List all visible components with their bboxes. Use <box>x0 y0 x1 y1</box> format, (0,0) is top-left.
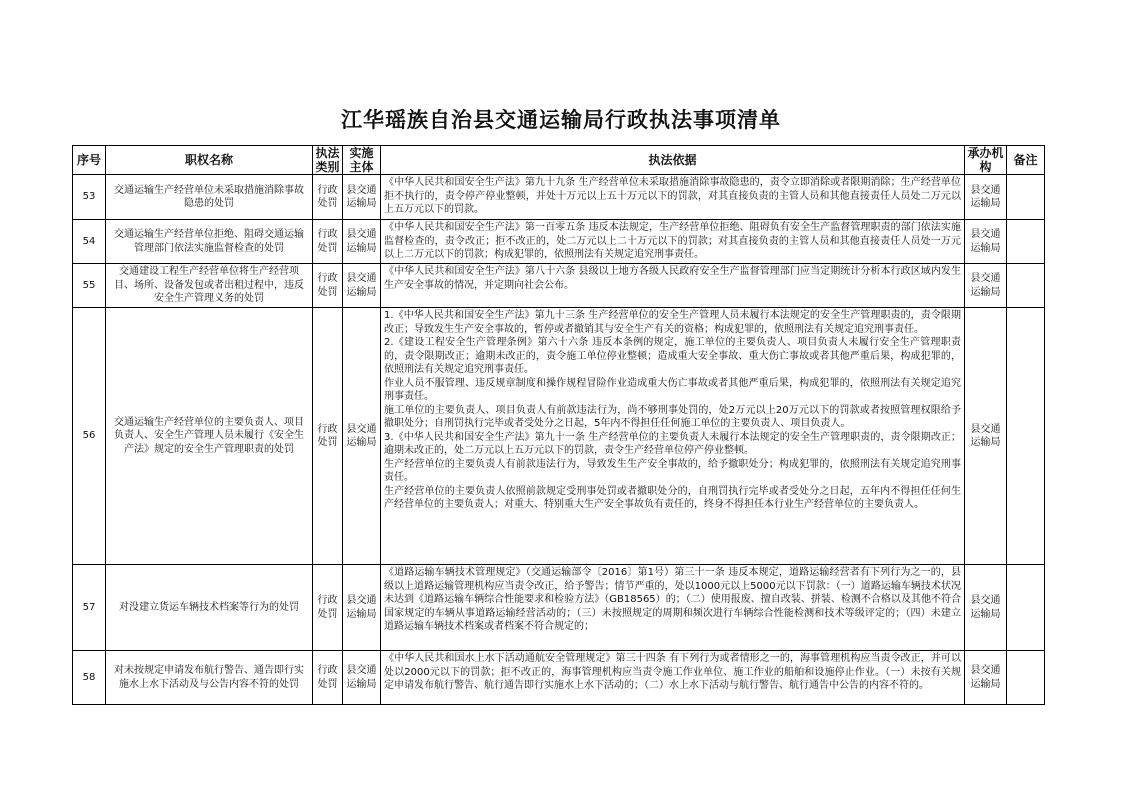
header-remark: 备注 <box>1007 146 1045 175</box>
row-seq: 58 <box>73 651 106 705</box>
row-name: 交通运输生产经营单位拒绝、阻碍交通运输管理部门依法实施监督检查的处罚 <box>106 220 313 264</box>
basis-paragraph: 《中华人民共和国安全生产法》第九十九条 生产经营单位未采取措施消除事故隐患的，责令立即消除或者限期消除；生产经营单位拒不执行的，责令停产停业整顿，并处十万元以上五十万元以下的罚款，对其直接负责的主管人员和其他直接责任人员处二万元以上五万元以下的罚款。 <box>384 177 961 215</box>
basis-text <box>384 652 961 703</box>
row-basis <box>381 220 965 264</box>
basis-text <box>384 221 961 262</box>
header-name: 职权名称 <box>106 146 313 175</box>
basis-paragraph: 《中华人民共和国水上水下活动通航安全管理规定》第三十四条 有下列行为或者情形之一的，海事管理机构应当责令改正，并可以处以2000元以下的罚款；拒不改正的，海事管理机构应当责令施工作业单位、施工作业的船舶和设施停止作业。（一）未按有关规定申请发布航行警告、航行通告即行实施水上水下活动的；（二）水上水下活动与航行警告、航行通告中公告的内容不符的。 <box>384 653 961 691</box>
row-remark <box>1007 175 1045 220</box>
row-seq: 57 <box>73 565 106 651</box>
row-subject: 县交通运输局 <box>343 220 381 264</box>
row-subject: 县交通运输局 <box>343 264 381 308</box>
row-remark <box>1007 308 1045 565</box>
row-name: 对未按规定申请发布航行警告、通告即行实施水上水下活动及与公告内容不符的处罚 <box>106 651 313 705</box>
row-name: 交通运输生产经营单位的主要负责人、项目负责人、安全生产管理人员未履行《安全生产法》规定的安全生产管理职责的处罚 <box>106 308 313 565</box>
row-subject: 县交通运输局 <box>343 565 381 651</box>
row-org: 县交通运输局 <box>965 308 1007 565</box>
row-type: 行政处罚 <box>313 175 343 220</box>
row-name: 交通建设工程生产经营单位将生产经营项目、场所、设备发包或者出租过程中，违反安全生产管理义务的处罚 <box>106 264 313 308</box>
table-row <box>73 651 1045 705</box>
row-seq: 54 <box>73 220 106 264</box>
row-type: 行政处罚 <box>313 308 343 565</box>
row-subject: 县交通运输局 <box>343 308 381 565</box>
row-remark <box>1007 220 1045 264</box>
row-org: 县交通运输局 <box>965 651 1007 705</box>
basis-paragraph: 作业人员不服管理、违反规章制度和操作规程冒险作业造成重大伤亡事故或者其他严重后果，构成犯罪的，依照刑法有关规定追究刑事责任。 <box>384 377 961 402</box>
row-seq: 55 <box>73 264 106 308</box>
row-basis <box>381 651 965 705</box>
basis-paragraph: 《中华人民共和国安全生产法》第一百零五条 违反本法规定，生产经营单位拒绝、阻碍负有安全生产监督管理职责的部门依法实施监督检查的，责令改正；拒不改正的，处二万元以上二十万元以下的罚款；对其直接负责的主管人员和其他直接责任人员处一万元以上二万元以下的罚款；构成犯罪的，依照刑法有关规定追究刑事责任。 <box>384 222 961 260</box>
basis-paragraph: 1.《中华人民共和国安全生产法》第九十三条 生产经营单位的安全生产管理人员未履行本法规定的安全生产管理职责的，责令限期改正；导致发生生产安全事故的，暂停或者撤销其与安全生产有关的资格；构成犯罪的，依照刑法有关规定追究刑事责任。 <box>384 310 961 335</box>
header-seq: 序号 <box>73 146 106 175</box>
header-type: 执法类别 <box>313 146 343 175</box>
header-row <box>73 146 1045 175</box>
basis-text <box>384 176 961 218</box>
row-remark <box>1007 264 1045 308</box>
row-name: 交通运输生产经营单位未采取措施消除事故隐患的处罚 <box>106 175 313 220</box>
basis-text <box>384 265 961 306</box>
row-basis <box>381 565 965 651</box>
basis-text <box>384 309 961 563</box>
row-basis <box>381 308 965 565</box>
table-row <box>73 220 1045 264</box>
header-basis: 执法依据 <box>381 146 965 175</box>
basis-paragraph: 3.《中华人民共和国安全生产法》第九十一条 生产经营单位的主要负责人未履行本法规定的安全生产管理职责的，责令限期改正；逾期未改正的，处二万元以上五万元以下的罚款，责令生产经营单位停产停业整顿。 <box>384 431 961 456</box>
table-row <box>73 264 1045 308</box>
table-row <box>73 565 1045 651</box>
row-subject: 县交通运输局 <box>343 175 381 220</box>
row-name: 对没建立货运车辆技术档案等行为的处罚 <box>106 565 313 651</box>
row-remark <box>1007 651 1045 705</box>
basis-paragraph: 生产经营单位的主要负责人依照前款规定受刑事处罚或者撤职处分的，自刑罚执行完毕或者受处分之日起，五年内不得担任任何生产经营单位的主要负责人；对重大、特别重大生产安全事故负有责任的，终身不得担任本行业生产经营单位的主要负责人。 <box>384 485 961 510</box>
row-org: 县交通运输局 <box>965 175 1007 220</box>
row-basis <box>381 264 965 308</box>
row-org: 县交通运输局 <box>965 565 1007 651</box>
header-org: 承办机构 <box>965 146 1007 175</box>
row-seq: 53 <box>73 175 106 220</box>
table-row <box>73 175 1045 220</box>
basis-paragraph: 2.《建设工程安全生产管理条例》第六十六条 违反本条例的规定，施工单位的主要负责人、项目负责人未履行安全生产管理职责的，责令限期改正；逾期未改正的，责令施工单位停业整顿；造成重大安全事故、重大伤亡事故或者其他严重后果，构成犯罪的，依照刑法有关规定追究刑事责任。 <box>384 337 961 375</box>
row-org: 县交通运输局 <box>965 220 1007 264</box>
enforcement-table <box>72 145 1045 705</box>
basis-paragraph: 《道路运输车辆技术管理规定》（交通运输部令〔2016〕第1号）第三十一条 违反本规定，道路运输经营者有下列行为之一的，县级以上道路运输管理机构应当责令改正，给予警告；情节严重的，处以1000元以上5000元以下罚款：（一）道路运输车辆技术状况未达到《道路运输车辆综合性能要求和检验方法》（GB18565）的；（二）使用报废、擅自改装、拼装、检测不合格以及其他不符合国家规定的车辆从事道路运输经营活动的；（三）未按照规定的周期和频次进行车辆综合性能检测和技术等级评定的；（四）未建立道路运输车辆技术档案或者档案不符合规定的； <box>384 567 961 632</box>
row-type: 行政处罚 <box>313 220 343 264</box>
basis-paragraph: 《中华人民共和国安全生产法》第八十六条 县级以上地方各级人民政府安全生产监督管理部门应当定期统计分析本行政区域内发生生产安全事故的情况，并定期向社会公布。 <box>384 266 961 291</box>
row-remark <box>1007 565 1045 651</box>
row-type: 行政处罚 <box>313 264 343 308</box>
basis-paragraph: 施工单位的主要负责人、项目负责人有前款违法行为，尚不够刑事处罚的，处2万元以上20万元以下的罚款或者按照管理权限给予撤职处分；自刑罚执行完毕或者受处分之日起，5年内不得担任任何施工单位的主要负责人、项目负责人。 <box>384 404 961 429</box>
row-basis <box>381 175 965 220</box>
row-type: 行政处罚 <box>313 651 343 705</box>
basis-text <box>384 566 961 649</box>
table-row <box>73 308 1045 565</box>
basis-paragraph: 生产经营单位的主要负责人有前款违法行为，导致发生生产安全事故的，给予撤职处分；构成犯罪的，依照刑法有关规定追究刑事责任。 <box>384 458 961 483</box>
header-subject: 实施主体 <box>343 146 381 175</box>
row-subject: 县交通运输局 <box>343 651 381 705</box>
page-title: 江华瑶族自治县交通运输局行政执法事项清单 <box>341 107 781 132</box>
row-seq: 56 <box>73 308 106 565</box>
row-org: 县交通运输局 <box>965 264 1007 308</box>
row-type: 行政处罚 <box>313 565 343 651</box>
